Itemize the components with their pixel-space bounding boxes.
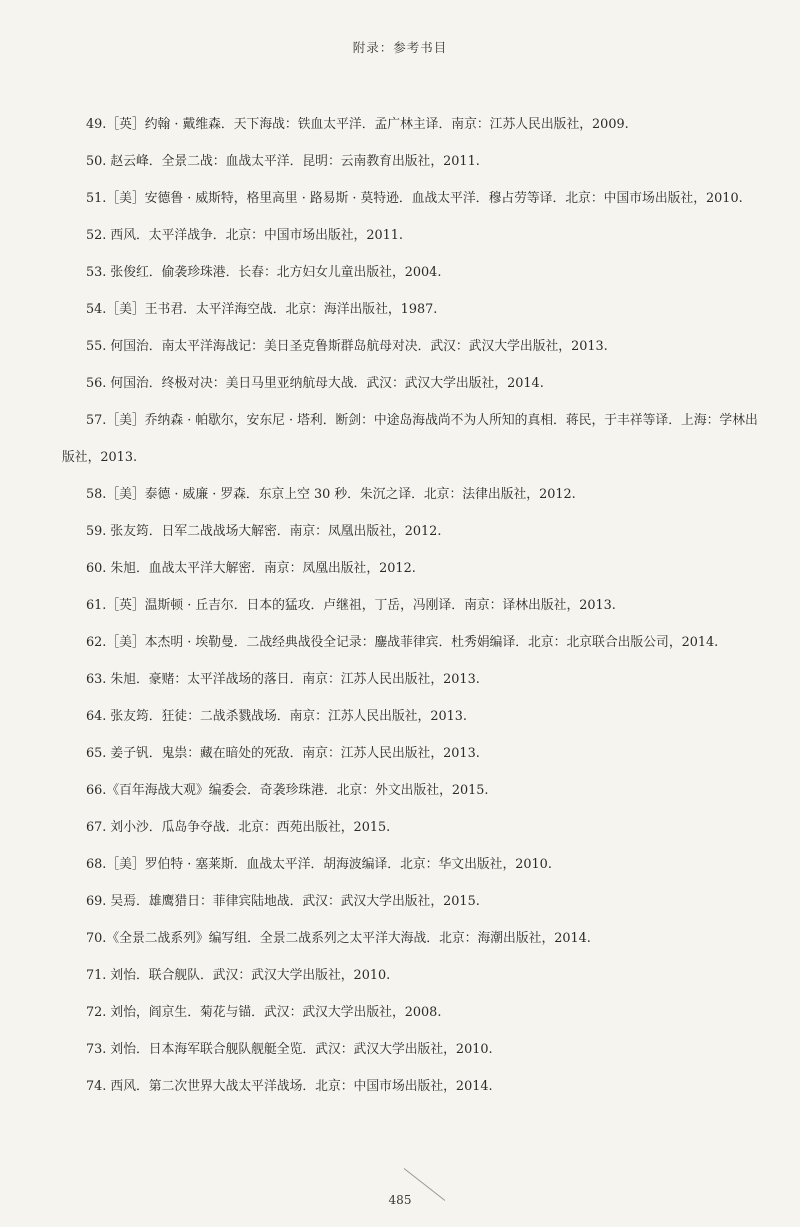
bibliography-entry: 55. 何国治．南太平洋海战记：美日圣克鲁斯群岛航母对决．武汉：武汉大学出版社，2013. bbox=[86, 339, 608, 354]
bibliography-list bbox=[62, 106, 764, 1105]
bibliography-entry: 61.［英］温斯顿 · 丘吉尔．日本的猛攻．卢继祖，丁岳，冯刚译．南京：译林出版社，2013. bbox=[86, 598, 616, 613]
running-header: 附录：参考书目 bbox=[352, 40, 448, 55]
bibliography-entry: 53. 张俊红．偷袭珍珠港．长春：北方妇女儿童出版社，2004. bbox=[86, 265, 442, 280]
bibliography-entry: 74. 西风．第二次世界大战太平洋战场．北京：中国市场出版社，2014. bbox=[86, 1079, 493, 1094]
bibliography-entry: 68.［美］罗伯特 · 塞莱斯．血战太平洋．胡海波编译．北京：华文出版社，2010. bbox=[86, 857, 552, 872]
bibliography-entry: 62.［美］本杰明 · 埃勒曼．二战经典战役全记录：鏖战菲律宾．杜秀娟编译．北京：北京联合出版公司，2014. bbox=[86, 635, 719, 650]
bibliography-entry: 59. 张友筠．日军二战战场大解密．南京：凤凰出版社，2012. bbox=[86, 524, 442, 539]
bibliography-entry: 69. 吴焉．雄鹰猎日：菲律宾陆地战．武汉：武汉大学出版社，2015. bbox=[86, 894, 480, 909]
bibliography-entry: 73. 刘怡．日本海军联合舰队舰艇全览．武汉：武汉大学出版社，2010. bbox=[86, 1042, 493, 1057]
bibliography-entry: 67. 刘小沙．瓜岛争夺战．北京：西苑出版社，2015. bbox=[86, 820, 391, 835]
page-number: 485 bbox=[388, 1193, 412, 1207]
bibliography-entry: 63. 朱旭．豪赌：太平洋战场的落日．南京：江苏人民出版社，2013. bbox=[86, 672, 480, 687]
bibliography-entry: 60. 朱旭．血战太平洋大解密．南京：凤凰出版社，2012. bbox=[86, 561, 416, 576]
bibliography-entry: 65. 姜子钒．鬼祟：藏在暗处的死敌．南京：江苏人民出版社，2013. bbox=[86, 746, 480, 761]
bibliography-entry: 72. 刘怡，阎京生．菊花与锚．武汉：武汉大学出版社，2008. bbox=[86, 1005, 442, 1020]
bibliography-entry: 50. 赵云峰．全景二战：血战太平洋．昆明：云南教育出版社，2011. bbox=[86, 154, 480, 169]
bibliography-entry: 58.［美］泰德 · 威廉 · 罗森．东京上空 30 秒．朱沉之译．北京：法律出版社，2012. bbox=[86, 487, 576, 502]
bibliography-entry: 54.［美］王书君．太平洋海空战．北京：海洋出版社，1987. bbox=[86, 302, 438, 317]
bibliography-entry: 57.［美］乔纳森 · 帕歇尔，安东尼 · 塔利．断剑：中途岛海战尚不为人所知的真相．蒋民，于丰祥等译．上海：学林出版社，2013. bbox=[62, 413, 758, 465]
bibliography-entry: 51.［美］安德鲁 · 威斯特，格里高里 · 路易斯 · 莫特逊．血战太平洋．穆占劳等译．北京：中国市场出版社，2010. bbox=[86, 191, 743, 206]
bibliography-entry: 64. 张友筠．狂徒：二战杀戮战场．南京：江苏人民出版社，2013. bbox=[86, 709, 467, 724]
bibliography-entry: 71. 刘怡．联合舰队．武汉：武汉大学出版社，2010. bbox=[86, 968, 391, 983]
bibliography-entry: 49.［英］约翰 · 戴维森．天下海战：铁血太平洋．孟广林主译．南京：江苏人民出版社，2009. bbox=[86, 117, 629, 132]
bibliography-entry: 66.《百年海战大观》编委会．奇袭珍珠港．北京：外文出版社，2015. bbox=[86, 783, 489, 798]
bibliography-entry: 52. 西风．太平洋战争．北京：中国市场出版社，2011. bbox=[86, 228, 403, 243]
bibliography-entry: 56. 何国治．终极对决：美日马里亚纳航母大战．武汉：武汉大学出版社，2014. bbox=[86, 376, 544, 391]
bibliography-entry: 70.《全景二战系列》编写组．全景二战系列之太平洋大海战．北京：海潮出版社，2014. bbox=[86, 931, 591, 946]
